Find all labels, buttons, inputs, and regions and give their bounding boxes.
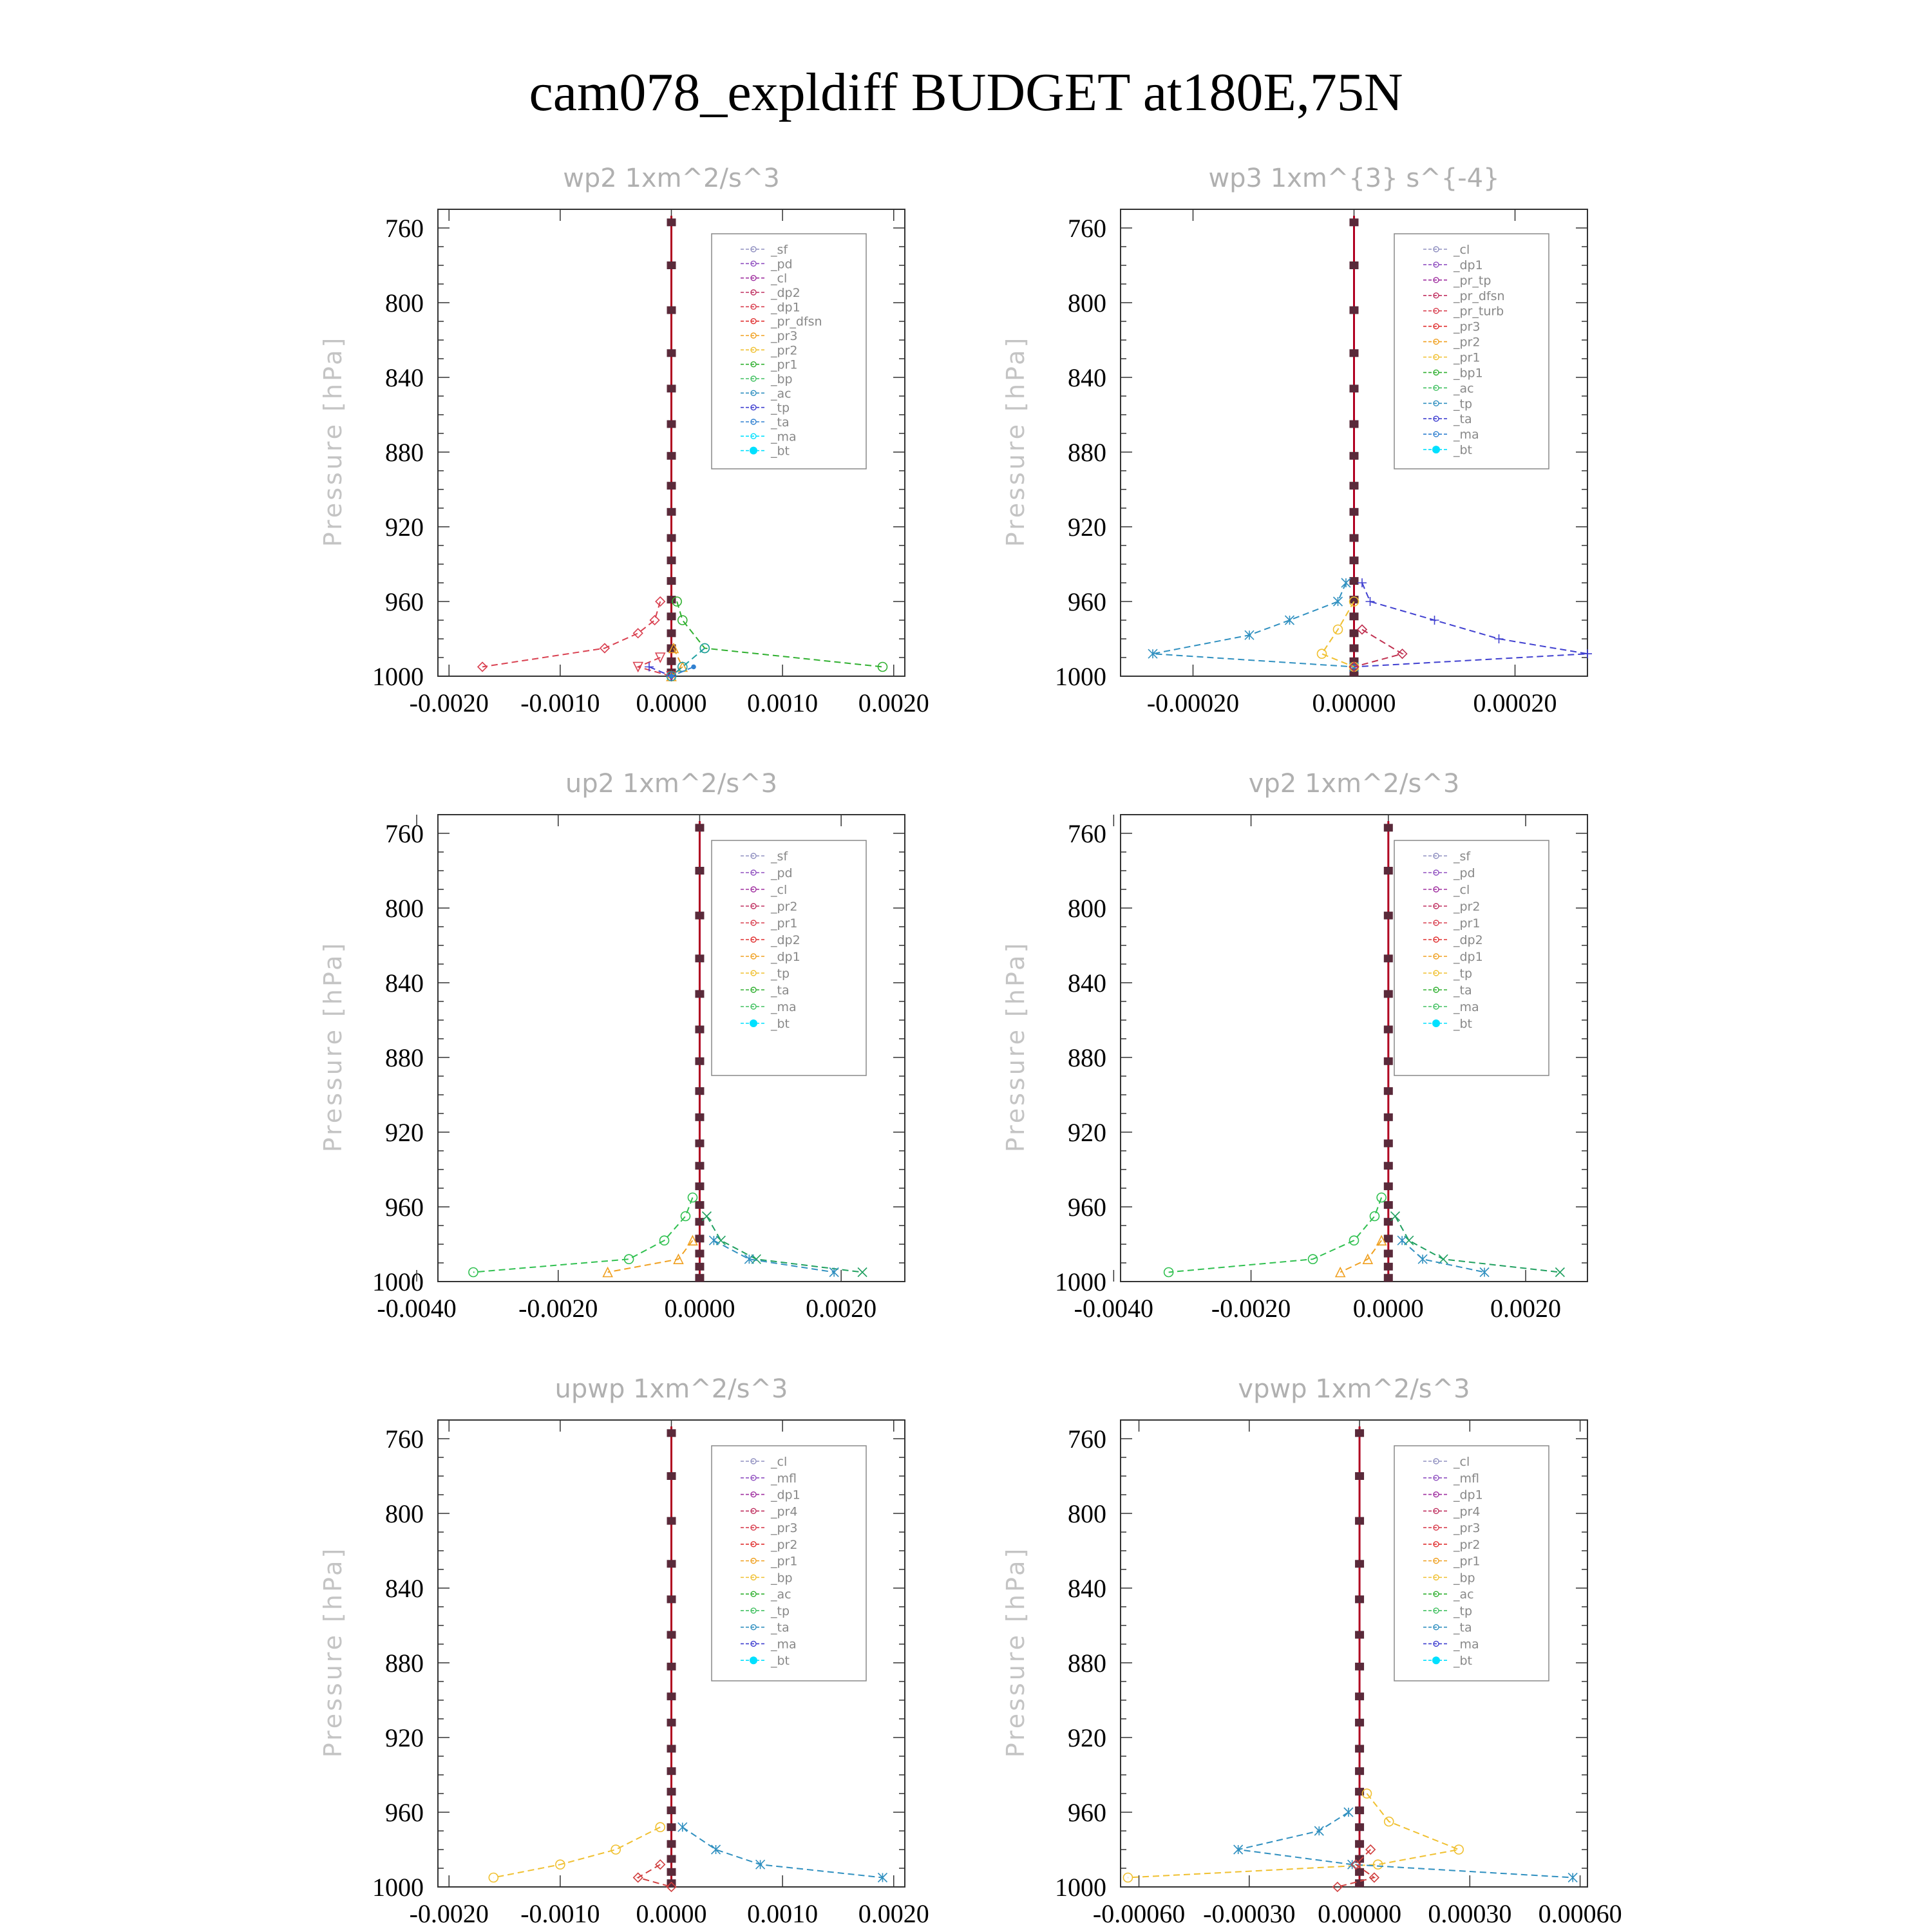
- y-tick-label: 840: [1068, 1574, 1106, 1603]
- y-tick-label: 920: [1068, 1723, 1106, 1752]
- x-tick-label: -0.0020: [409, 688, 489, 717]
- legend-entry: _cl: [1454, 243, 1470, 257]
- x-tick-label: -0.0040: [1074, 1294, 1154, 1323]
- y-axis-label: Pressure [hPa]: [319, 940, 347, 1153]
- legend-entry: _ma: [771, 1000, 797, 1014]
- panel-title: wp3 1xm^{3} s^{-4}: [1208, 164, 1500, 193]
- legend-entry: _tp: [771, 967, 790, 981]
- legend-entry: _pd: [1454, 866, 1475, 880]
- legend-entry: _pr3: [771, 1521, 798, 1536]
- x-tick-label: -0.00020: [1146, 688, 1240, 717]
- level-marker: [1355, 1823, 1364, 1831]
- legend-entry: _pr_dfsn: [1454, 289, 1505, 303]
- legend-entry: _ac: [771, 386, 791, 401]
- panel-title: up2 1xm^2/s^3: [565, 769, 778, 799]
- y-tick-label: 960: [1068, 587, 1106, 616]
- y-tick-label: 920: [385, 513, 424, 542]
- legend-entry: _cl: [771, 883, 788, 897]
- legend-entry: _dp2: [771, 286, 800, 300]
- y-tick-label: 960: [1068, 1193, 1106, 1222]
- legend-entry: _mfl: [1454, 1471, 1479, 1486]
- legend-entry: _pr2: [771, 343, 798, 358]
- x-tick-label: 0.0010: [747, 1899, 819, 1928]
- x-tick-label: 0.00020: [1473, 688, 1557, 717]
- legend-entry: _pr2: [1454, 335, 1481, 350]
- legend-entry: _ma: [1454, 428, 1479, 442]
- data-point: [1568, 1873, 1577, 1882]
- legend-entry: _bt: [1454, 443, 1473, 458]
- x-tick-label: 0.00000: [1312, 688, 1396, 717]
- y-tick-label: 840: [385, 969, 424, 998]
- x-tick-label: 0.0020: [1490, 1294, 1562, 1323]
- legend-entry: _ta: [1454, 1620, 1472, 1635]
- x-tick-label: 0.00000: [1318, 1899, 1402, 1928]
- legend-entry: _pr4: [771, 1504, 798, 1519]
- x-tick-label: 0.0020: [806, 1294, 877, 1323]
- level-marker: [1355, 1692, 1364, 1700]
- legend-entry: _bt: [771, 444, 790, 459]
- x-tick-label: 0.0000: [636, 1899, 707, 1928]
- y-tick-label: 760: [1068, 1425, 1106, 1454]
- legend: [1394, 1446, 1549, 1681]
- legend-entry: _bt: [1454, 1017, 1473, 1031]
- y-tick-label: 1000: [1055, 1873, 1106, 1902]
- x-tick-label: -0.00030: [1203, 1899, 1296, 1928]
- y-tick-label: 800: [1068, 894, 1106, 923]
- legend-entry: _pr1: [771, 357, 798, 372]
- legend-entry: _ta: [771, 415, 790, 430]
- legend-entry: _pr1: [1454, 350, 1481, 365]
- level-marker: [1355, 1840, 1364, 1848]
- legend-entry: _dp1: [1454, 950, 1483, 964]
- legend-entry: _ma: [1454, 1637, 1479, 1652]
- y-tick-label: 920: [385, 1118, 424, 1147]
- y-tick-label: 840: [1068, 363, 1106, 392]
- legend-entry: _sf: [771, 849, 788, 864]
- legend-entry: _bp: [771, 1571, 793, 1586]
- data-point: [1344, 1808, 1353, 1817]
- legend-entry: _pr2: [771, 900, 798, 914]
- level-marker: [1355, 1595, 1364, 1603]
- legend-entry: _tp: [1454, 967, 1473, 981]
- x-tick-label: 0.0010: [747, 688, 819, 717]
- legend-entry: _sf: [1454, 849, 1471, 864]
- x-tick-label: -0.0040: [377, 1294, 457, 1323]
- x-tick-label: 0.00030: [1428, 1899, 1512, 1928]
- legend-entry: _pr3: [1454, 319, 1481, 334]
- legend-entry: _ma: [1454, 1000, 1479, 1014]
- legend-entry: _ac: [1454, 1587, 1474, 1602]
- legend-entry: _tp: [771, 401, 790, 415]
- panel-title: vpwp 1xm^2/s^3: [1238, 1374, 1470, 1404]
- x-tick-label: 0.0020: [858, 688, 929, 717]
- x-tick-label: 0.0000: [664, 1294, 735, 1323]
- level-marker: [1355, 1631, 1364, 1639]
- x-tick-label: -0.0010: [520, 688, 600, 717]
- x-tick-label: -0.00060: [1092, 1899, 1186, 1928]
- legend-entry: _cl: [1454, 1455, 1470, 1469]
- y-tick-label: 1000: [372, 1267, 424, 1296]
- x-tick-label: 0.0020: [858, 1899, 929, 1928]
- legend-entry: _ma: [771, 430, 797, 444]
- y-tick-label: 960: [385, 1798, 424, 1827]
- y-tick-label: 1000: [372, 1873, 424, 1902]
- y-tick-label: 880: [1068, 438, 1106, 467]
- y-tick-label: 1000: [1055, 1267, 1106, 1296]
- legend-marker: [1432, 1656, 1440, 1664]
- y-tick-label: 960: [385, 587, 424, 616]
- y-tick-label: 960: [1068, 1798, 1106, 1827]
- legend-entry: _pr1: [1454, 1554, 1481, 1569]
- legend-entry: _ta: [1454, 983, 1472, 998]
- series-tp: [1234, 1808, 1577, 1882]
- legend-entry: _dp2: [1454, 933, 1483, 947]
- panel-title: wp2 1xm^2/s^3: [563, 164, 780, 193]
- legend-entry: _dp1: [1454, 1488, 1483, 1502]
- level-marker: [1355, 1663, 1364, 1671]
- legend-entry: _pd: [771, 257, 793, 272]
- legend-entry: _pr3: [1454, 1521, 1481, 1536]
- legend-entry: _pr4: [1454, 1504, 1481, 1519]
- level-marker: [1355, 1806, 1364, 1814]
- y-axis-label: Pressure [hPa]: [319, 1546, 347, 1758]
- legend-entry: _ta: [771, 983, 790, 998]
- y-axis-label: Pressure [hPa]: [319, 335, 347, 547]
- y-tick-label: 1000: [1055, 662, 1106, 691]
- level-marker: [1355, 1560, 1364, 1567]
- y-tick-label: 880: [385, 438, 424, 467]
- y-tick-label: 760: [1068, 819, 1106, 848]
- y-tick-label: 960: [385, 1193, 424, 1222]
- y-tick-label: 920: [1068, 513, 1106, 542]
- y-tick-label: 880: [1068, 1043, 1106, 1072]
- legend-entry: _pd: [771, 866, 793, 880]
- y-tick-label: 800: [1068, 1499, 1106, 1528]
- legend-entry: _ta: [1454, 412, 1472, 427]
- legend-entry: _bp: [771, 372, 793, 386]
- y-tick-label: 800: [385, 289, 424, 317]
- legend-entry: _tp: [771, 1604, 790, 1618]
- legend-entry: _bp: [1454, 1571, 1475, 1586]
- legend-entry: _pr2: [1454, 1537, 1481, 1552]
- panel-title: upwp 1xm^2/s^3: [554, 1374, 788, 1404]
- legend-entry: _bt: [771, 1017, 790, 1031]
- level-marker: [1355, 1767, 1364, 1775]
- legend-entry: _dp2: [771, 933, 800, 947]
- x-tick-label: 0.00060: [1538, 1899, 1622, 1928]
- y-tick-label: 760: [385, 214, 424, 243]
- level-marker: [1355, 1429, 1364, 1437]
- y-tick-label: 920: [1068, 1118, 1106, 1147]
- x-tick-label: -0.0020: [409, 1899, 489, 1928]
- y-tick-label: 800: [385, 894, 424, 923]
- y-tick-label: 1000: [372, 662, 424, 691]
- y-axis-label: Pressure [hPa]: [1001, 335, 1030, 547]
- y-tick-label: 760: [385, 819, 424, 848]
- legend-entry: _cl: [771, 1455, 788, 1469]
- x-tick-label: 0.0000: [636, 688, 707, 717]
- y-tick-label: 880: [1068, 1649, 1106, 1678]
- level-marker: [1355, 1719, 1364, 1727]
- legend-entry: _ac: [1454, 381, 1474, 396]
- series-line: [1128, 1794, 1459, 1878]
- y-axis-label: Pressure [hPa]: [1001, 940, 1030, 1153]
- x-tick-label: -0.0010: [520, 1899, 600, 1928]
- legend-entry: _pr_turb: [1454, 304, 1504, 319]
- legend-entry: _pr2: [771, 1537, 798, 1552]
- legend-entry: _bp1: [1454, 366, 1483, 381]
- level-marker: [1355, 1745, 1364, 1752]
- legend-entry: _ta: [771, 1620, 790, 1635]
- y-tick-label: 800: [1068, 289, 1106, 317]
- legend-entry: _bt: [1454, 1654, 1473, 1669]
- series-line: [1238, 1812, 1573, 1878]
- y-tick-label: 880: [385, 1649, 424, 1678]
- y-tick-label: 760: [385, 1425, 424, 1454]
- level-marker: [1355, 1517, 1364, 1525]
- x-tick-label: 0.0000: [1352, 1294, 1424, 1323]
- y-tick-label: 760: [1068, 214, 1106, 243]
- legend-entry: _pr3: [771, 329, 798, 343]
- legend-entry: _cl: [771, 271, 788, 286]
- legend-entry: _cl: [1454, 883, 1470, 897]
- legend-entry: _mfl: [771, 1471, 797, 1486]
- legend-entry: _bt: [771, 1654, 790, 1669]
- legend-entry: _dp1: [771, 300, 800, 315]
- legend-entry: _dp1: [771, 950, 800, 964]
- y-tick-label: 800: [385, 1499, 424, 1528]
- y-tick-label: 880: [385, 1043, 424, 1072]
- y-tick-label: 840: [385, 363, 424, 392]
- x-tick-label: -0.0020: [518, 1294, 598, 1323]
- legend-entry: _ac: [771, 1587, 791, 1602]
- y-tick-label: 840: [1068, 969, 1106, 998]
- y-axis-label: Pressure [hPa]: [1001, 1546, 1030, 1758]
- data-point: [1314, 1826, 1323, 1835]
- legend-entry: _pr1: [771, 916, 798, 931]
- x-tick-label: -0.0020: [1211, 1294, 1291, 1323]
- legend-entry: _tp: [1454, 397, 1473, 412]
- legend-entry: _pr_dfsn: [771, 314, 822, 329]
- y-tick-label: 840: [385, 1574, 424, 1603]
- figure-title: cam078_expldiff BUDGET at180E,75N: [529, 62, 1403, 122]
- legend-entry: _tp: [1454, 1604, 1473, 1618]
- legend-entry: _pr2: [1454, 900, 1481, 914]
- data-point: [1234, 1845, 1243, 1854]
- legend-entry: _pr1: [771, 1554, 798, 1569]
- y-tick-label: 920: [385, 1723, 424, 1752]
- legend-entry: _dp1: [771, 1488, 800, 1502]
- legend-entry: _dp1: [1454, 258, 1483, 272]
- level-marker: [1355, 1472, 1364, 1480]
- legend-entry: _pr1: [1454, 916, 1481, 931]
- panel-title: vp2 1xm^2/s^3: [1248, 769, 1460, 799]
- legend-entry: _ma: [771, 1637, 797, 1652]
- legend-entry: _sf: [771, 243, 788, 257]
- legend-entry: _pr_tp: [1454, 273, 1492, 288]
